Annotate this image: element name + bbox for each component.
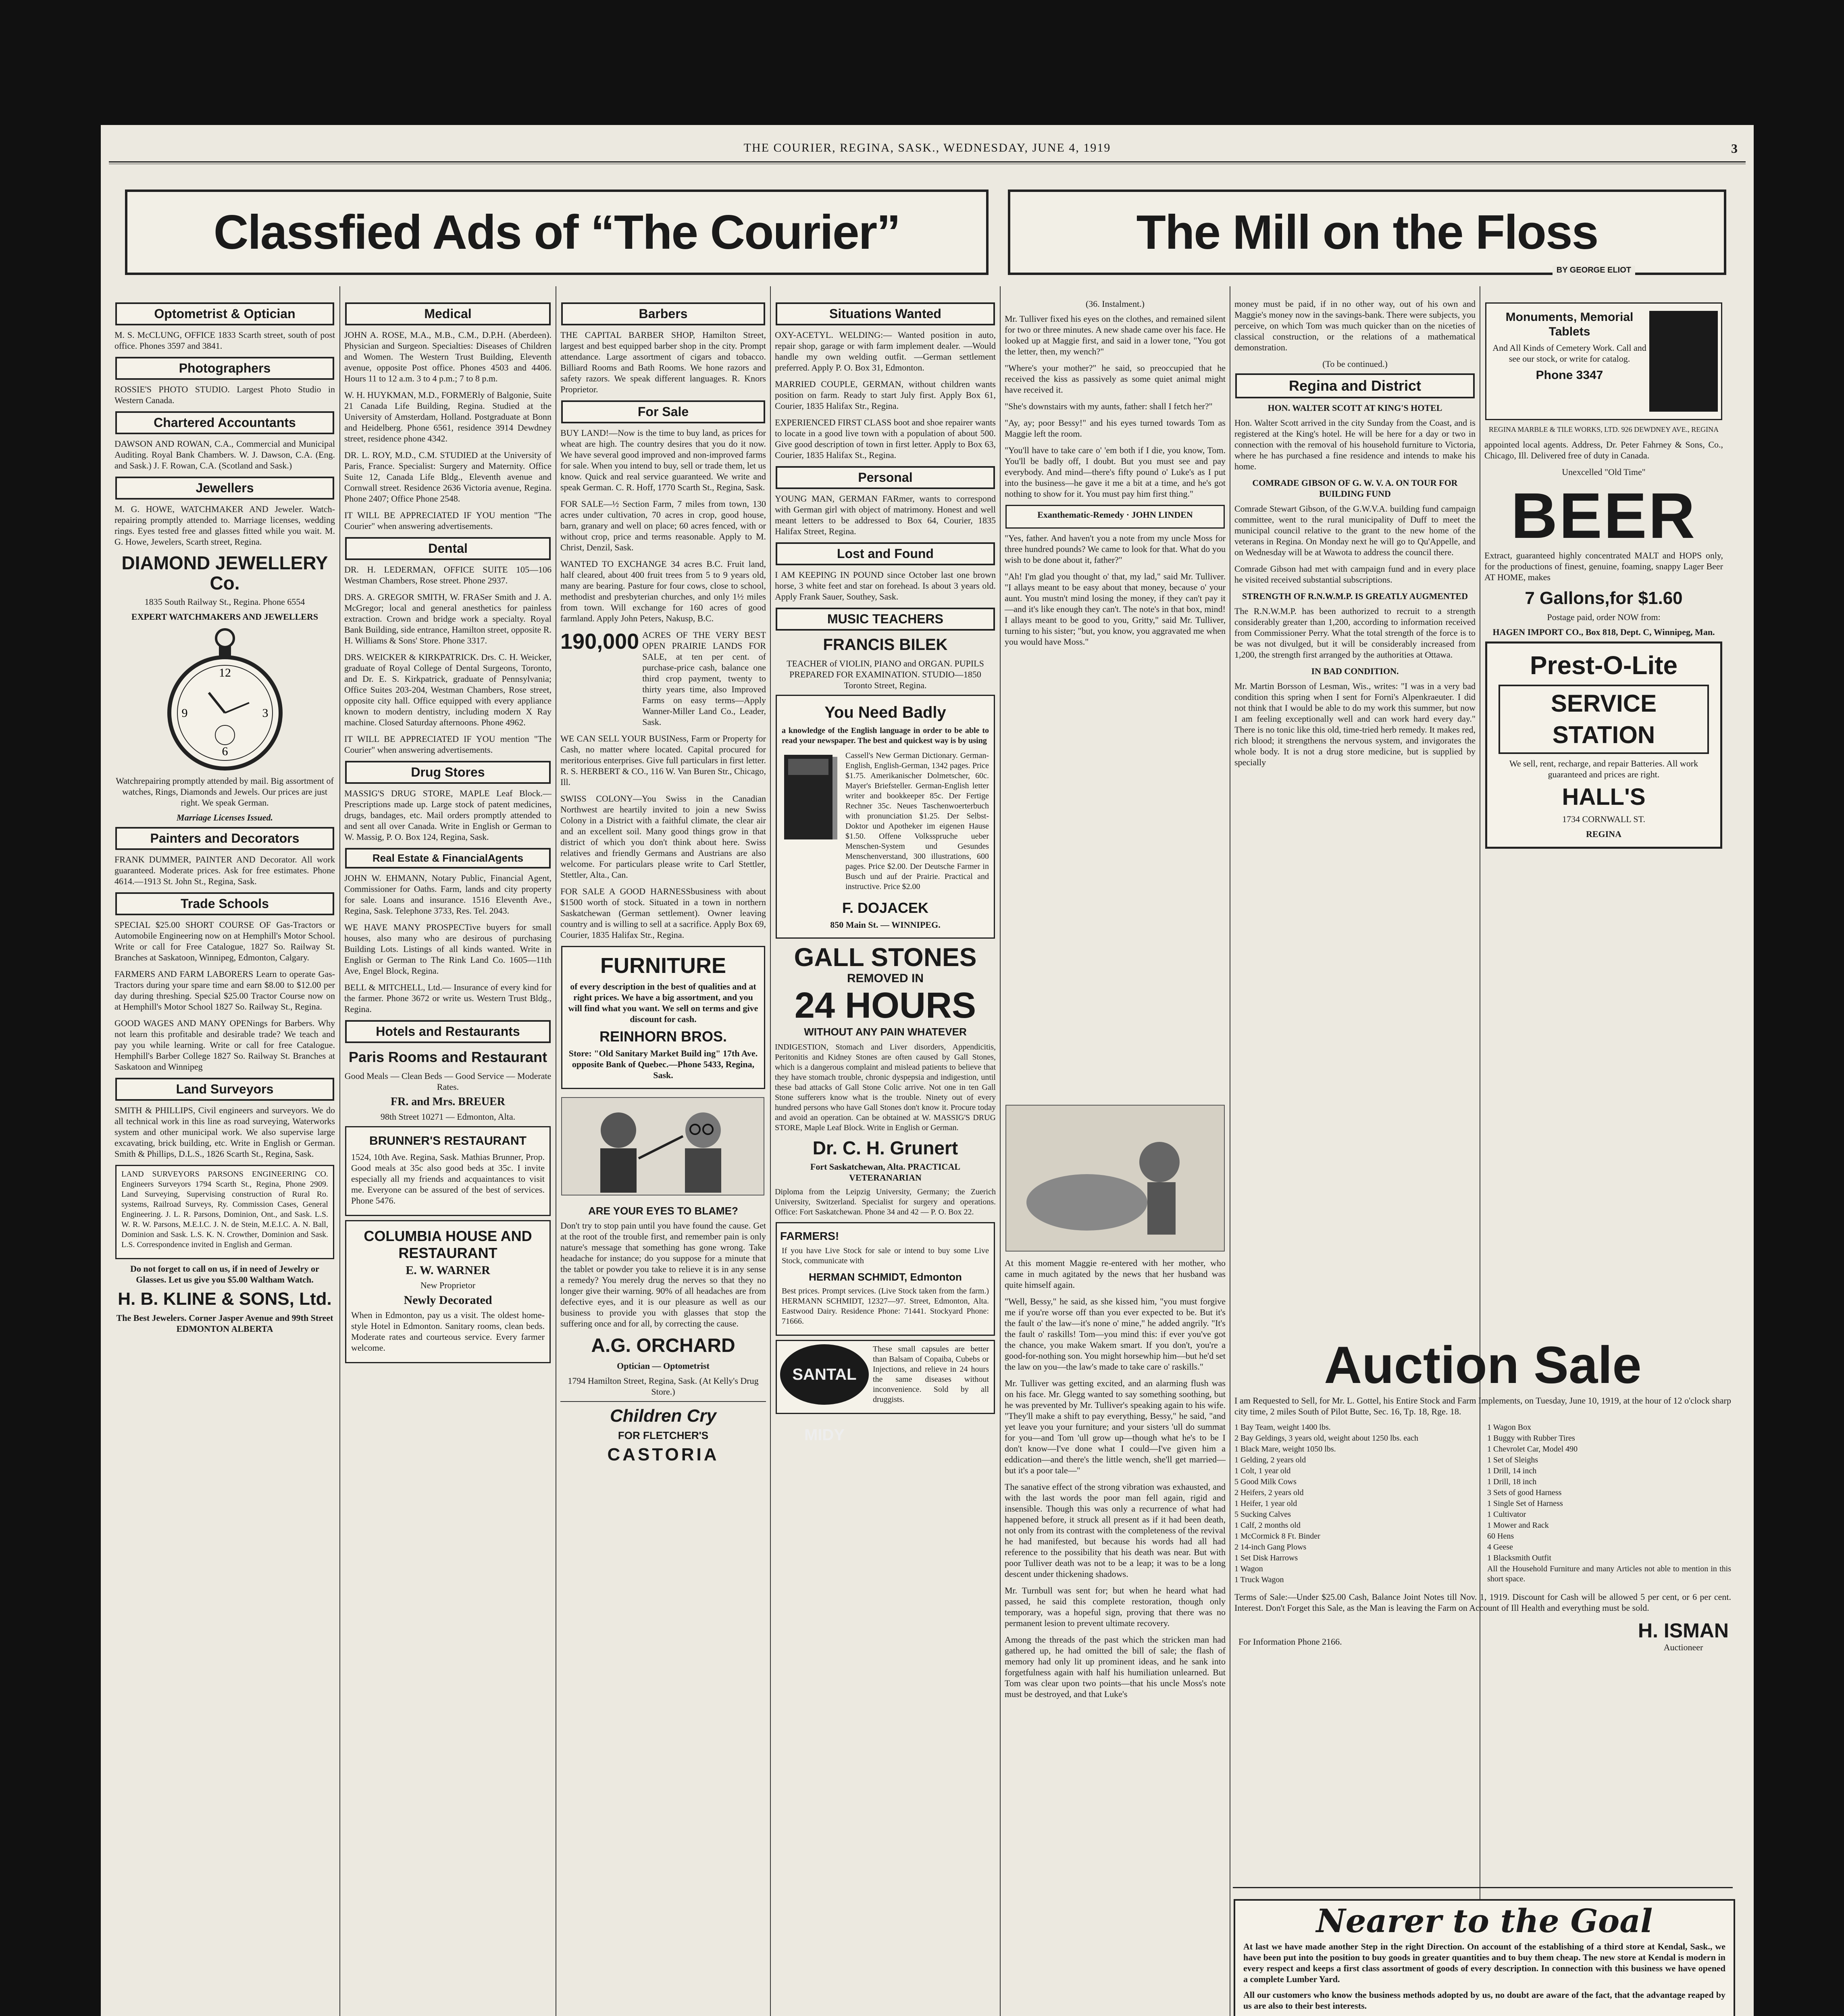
ad-columbia xyxy=(345,1220,551,1363)
mill-banner xyxy=(1008,190,1726,275)
svg-text:6: 6 xyxy=(222,745,228,758)
beer-postage: Postage paid, order NOW from: xyxy=(1547,612,1661,622)
ad-herbert: WE CAN SELL YOUR BUSINess, Farm or Property for Cash, no matter where located. Capital procured for meritorious enterprises. Give full particulars in first letter. R. S. HERBERT & CO., 116 W. Van Buren Str., Chicago, Ill. xyxy=(560,733,766,787)
monuments-copy xyxy=(1490,307,1649,416)
auction-item: 1 Colt, 1 year old xyxy=(1234,1466,1291,1475)
scott-text: Hon. Walter Scott arrived in the city Sunday from the Coast, and is registered at the King's hotel. He will be here for a day or two in connection with the removal of his household furniture to Victoria, where he has purchased a fine residence and intends to make his home. xyxy=(1234,418,1476,471)
beer-price: 7 Gallons,for $1.60 xyxy=(1525,588,1683,608)
running-head: THE COURIER, REGINA, SASK., WEDNESDAY, JUNE 4, 1919 xyxy=(743,141,1111,154)
orchard-address: 1794 Hamilton Street, Regina, Sask. (At Kelly's Drug Store.) xyxy=(568,1376,759,1397)
eyes-title: ARE YOUR EYES TO BLAME? xyxy=(588,1205,738,1217)
story-paragraph: At this moment Maggie re-entered with her mother, who came in much agitated by the news that her husband was quite himself again. xyxy=(1005,1258,1226,1290)
auctioneer-role: Auctioneer xyxy=(1663,1642,1703,1652)
ad-howe: M. G. HOWE, WATCHMAKER AND Jeweler. Watch-repairing promptly attended to. Marriage licenses, wedding rings. Eyes tested free and glasses fitted while you wait. M. G. Howe, Jewelers, Scarth street, Regina. xyxy=(114,504,335,547)
auctioneer-block xyxy=(1638,1619,1729,1653)
hagen-import: HAGEN IMPORT CO., Box 818, Dept. C, Winnipeg, Man. xyxy=(1492,627,1715,637)
auction-item: 1 Cultivator xyxy=(1487,1510,1526,1519)
halls-title: HALL'S xyxy=(1562,784,1646,810)
nearer-text: At last we have made another Step in the right Direction. On account of the establishing of a third store at Kendal, Sask., we have been put into the position to buy goods in greater quantities and to buy them cheap. The new store at Kendal is modern in every respect and keeps a first class assortment of goods of every description. In connection with this business we have opened a complete Lumber Yard. xyxy=(1243,1941,1725,1984)
ad-hemphill-farmers: FARMERS AND FARM LABORERS Learn to operate Gas-Tractors during your spare time and earn $8.00 to $12.00 per day during threshing. Special $25.00 Tractor Course now on at Hemphill's Motor School 1827 So. Railway St., Regina. xyxy=(114,969,335,1012)
column-7 xyxy=(1483,298,1725,1508)
nearer-goal-ad xyxy=(1234,1899,1735,2016)
story-paragraph: "Ah! I'm glad you thought o' that, my lad," said Mr. Tulliver. "I allays meant to be easy about that money, because o' your aunt. You mustn't mind losing the money, if they can't pay it—and it's like enough they can't. The note's in that box, mind! I allays meant to be good to you, Gritty," said Mr. Tulliver, turning to his sister; "but, you know, you aggravated me when you would have Moss." xyxy=(1005,571,1226,647)
bilek-title: FRANCIS BILEK xyxy=(823,636,948,654)
ad-roy: DR. L. ROY, M.D., C.M. STUDIED at the University of Paris, France. Specialist: Surgery and Maternity. Office Suite 12, Canada Life Bldg., Eleventh avenue and Cornwall street. Residence 2636 Victoria avenue, Regina. Phone 2407; Office Phone 2548. xyxy=(344,450,552,504)
auction-item: 5 Good Milk Cows xyxy=(1234,1477,1297,1486)
columbia-text: When in Edmonton, pay us a visit. The oldest home-style Hotel in Edmonton. Sanitary rooms, clean beds. Moderate rates and courteous service. Every farmer welcome. xyxy=(351,1310,545,1353)
header-rule xyxy=(109,161,1746,164)
orchard-title: A.G. ORCHARD xyxy=(591,1335,735,1356)
ad-gregor-smith: DRS. A. GREGOR SMITH, W. FRASer Smith and J. A. McGregor; local and general anesthetics for painless extraction. Crown and bridge work a specialty. Royal Bank Building, side entrance, Hamilton street, opposite R. H. Williams & Sons' Store. Phone 3317. xyxy=(344,592,552,646)
heading-regina-district: Regina and District xyxy=(1235,373,1475,398)
farmers-title: FARMERS! xyxy=(780,1230,839,1242)
ad-dawson-rowan: DAWSON AND ROWAN, C.A., Commercial and Municipal Auditing. Royal Bank Chambers. W. J. Dawson, C.A. (Eng. and Sask.) J. F. Rowan, C.A. (Scotland and Sask.) xyxy=(114,439,335,471)
dictionary-block xyxy=(780,751,991,897)
ad-bell-mitchell: BELL & MITCHELL, Ltd.— Insurance of every kind for the farmer. Phone 3672 or write us. Western Trust Bldg., Regina. xyxy=(344,982,552,1014)
bad-condition-text: Mr. Martin Borsson of Lesman, Wis., writes: "I was in a very bad condition this spring when I sent for Forni's Alpenkraeuter. I did not think that I would be able to do my work this summer, but now I am feeling exceptionally well and can work hard every day." There is no tonic like this old, time-tried herb remedy. It makes red, rich blood; it strengthens the nervous system, and invigorates the whole body. It is not a drug store medicine, but is supplied by specially xyxy=(1234,681,1476,767)
santal-text: These small capsules are better than Balsam of Copaiba, Cubebs or Injections, and relieve in 24 hours the same diseases without inconvenience. Sold by all druggists. xyxy=(873,1345,989,1404)
need-title: You Need Badly xyxy=(824,704,946,721)
auction-item: 1 Single Set of Harness xyxy=(1487,1499,1563,1508)
bilek-text: TEACHER of VIOLIN, PIANO and ORGAN. PUPILS PREPARED FOR EXAMINATION. STUDIO—1850 Toronto Street, Regina. xyxy=(787,658,984,690)
auction-item: 1 Wagon Box xyxy=(1487,1423,1532,1432)
heading-personal: Personal xyxy=(776,466,995,489)
story-paragraph: "You'll have to take care o' 'em both if I die, you know, Tom. You'll be badly off, I doubt. But you must see and pay everybody. And mind—there's fifty pound o' Luke's as I put into the business—he gave it me a bit at a time, and he's got nothing to show for it. You must pay him first thing." xyxy=(1005,445,1226,499)
monuments-phone: Phone 3347 xyxy=(1536,369,1603,382)
story-column-1b xyxy=(1003,1101,1227,1706)
heading-surveyors: Land Surveyors xyxy=(115,1078,334,1101)
rnwmp-text: The R.N.W.M.P. has been authorized to recruit to a strength considerably greater than 1,200, according to information received from Commissioner Perry. What the total strength of the force is to be was not divulged, but it will be considerably increased from 1,200, the strength first arranged by the authorities at Ottawa. xyxy=(1234,606,1476,660)
story-paragraph: "Where's your mother?" he said, so preoccupied that he received the kiss as passively as some quiet animal might have received it. xyxy=(1005,363,1226,395)
need-text: a knowledge of the English language in order to be able to read your newspaper. The best and quickest way is by using xyxy=(782,726,989,745)
ad-hemphill-barber: GOOD WAGES AND MANY OPENings for Barbers. Why not learn this profitable and desirable trade? We teach and pay you while learning. Write or call for free Catalogue. Hemphill's Barber College 1827 So. Railway St. Branches at Saskatoon and Winnipeg xyxy=(114,1018,335,1072)
installment: (36. Instalment.) xyxy=(1085,299,1145,309)
auction-item: 1 Mower and Rack xyxy=(1487,1521,1549,1530)
diamond-jewellery-title: DIAMOND JEWELLERY Co. xyxy=(121,552,328,594)
heading-accountants: Chartered Accountants xyxy=(115,411,334,434)
reinhorn-title: REINHORN BROS. xyxy=(599,1028,727,1045)
grunert-title: Dr. C. H. Grunert xyxy=(812,1137,958,1158)
ad-exanthematic xyxy=(1005,505,1225,529)
ad-pound: I AM KEEPING IN POUND since October last one brown horse, 3 white feet and star on forehead. Is about 3 years old. Apply Frank Sauer, Southey, Sask. xyxy=(775,570,996,602)
auction-item: 1 Set Disk Harrows xyxy=(1234,1554,1298,1562)
beer-title: BEER xyxy=(1511,479,1697,552)
column-2 xyxy=(343,298,553,2016)
auction-item: 4 Geese xyxy=(1487,1543,1513,1552)
nearer-text-2: All our customers who know the business methods adopted by us, no doubt are aware of the fact, that the advantage reaped by us are also to their best interests. xyxy=(1243,1990,1725,2011)
auction-item: 2 Bay Geldings, 3 years old, weight about 1250 lbs. each xyxy=(1234,1434,1419,1443)
prest-text: We sell, rent, recharge, and repair Batteries. All work guaranteed and prices are right. xyxy=(1509,758,1698,779)
optician-illustration xyxy=(561,1097,764,1195)
heading-barbers: Barbers xyxy=(561,302,765,325)
auction-items xyxy=(1233,1422,1733,1586)
mill-byline: BY GEORGE ELIOT xyxy=(1553,266,1635,275)
ad-capital-barber: THE CAPITAL BARBER SHOP, Hamilton Street, largest and best equipped barber shop in the city. Prompt attendance. Large assortment of cigars and tobacco. Billiard Rooms and Bath Rooms. We hone razors and safety razors. We speak different languages. R. Knors Proprietor. xyxy=(560,330,766,394)
svg-text:12: 12 xyxy=(219,666,231,679)
auction-items-left xyxy=(1233,1422,1480,1586)
appreciated-note: IT WILL BE APPRECIATED IF YOU mention "The Courier" when answering advertisements. xyxy=(344,510,552,531)
story-paragraph: Mr. Tulliver was getting excited, and an alarming flush was on his face. Mr. Glegg wanted to say something soothing, but he was prevented by Mr. Tulliver's speaking again to his wife. "They'll make a shift to pay everything, Bessy," he said, "and yet leave you your furniture; and your sisters 'ull do summat for you—and Tom 'ull grow up—though what he's to be I don't know—I've done what I could—I've given him a eddication—and there's the little wench, she'll get married—but it's a poor tale—" xyxy=(1005,1378,1226,1475)
heading-photographers: Photographers xyxy=(115,357,334,380)
columbia-deco: Newly Decorated xyxy=(404,1293,492,1307)
brunner-text: 1524, 10th Ave. Regina, Sask. Mathias Brunner, Prop. Good meals at 35c also good beds at 35c. I invite especially all my friends and acquaintances to visit me. Everyone can be assured of the best of services. Phone 5476. xyxy=(351,1152,545,1206)
pocket-watch-icon xyxy=(164,626,285,771)
war-savings-illustration xyxy=(1005,1105,1225,1252)
orchard-sub: Optician — Optometrist xyxy=(617,1361,710,1371)
ad-brunner xyxy=(345,1126,551,1216)
ad-prest-o-lite xyxy=(1485,641,1722,849)
gall-line-3: 24 HOURS xyxy=(794,985,976,1026)
ad-rossie: ROSSIE'S PHOTO STUDIO. Largest Photo Studio in Western Canada. xyxy=(114,384,335,405)
kline-title: H. B. KLINE & SONS, Ltd. xyxy=(118,1289,332,1309)
auction-item: 1 McCormick 8 Ft. Binder xyxy=(1234,1532,1320,1541)
halls-city: REGINA xyxy=(1586,829,1621,839)
auction-terms: Terms of Sale:—Under $25.00 Cash, Balance Joint Notes till Nov. 1, 1919. Discount for Cash will be allowed 5 per cent, or 6 per cent. Interest. Don't Forget this Sale, as the Man is leaving the Farm on Account of Ill Health and everything must be sold. xyxy=(1234,1592,1731,1613)
paris-address: 98th Street 10271 — Edmonton, Alta. xyxy=(380,1112,516,1122)
column-4 xyxy=(773,298,997,2016)
auction-item: 1 Set of Sleighs xyxy=(1487,1456,1538,1464)
diamond-licenses: Marriage Licenses Issued. xyxy=(177,812,273,823)
ad-mcclung: M. S. McCLUNG, OFFICE 1833 Scarth street, south of post office. Phones 3597 and 3841. xyxy=(114,330,335,351)
gall-line-4: WITHOUT ANY PAIN WHATEVER xyxy=(804,1026,967,1038)
auction-item: All the Household Furniture and many Articles not able to mention in this short space. xyxy=(1487,1564,1731,1583)
story-paragraph: money must be paid, if in no other way, out of his own and Maggie's money now in the savings-bank. There were subjects, you perceive, on which Tom was much quicker than on the niceties of classical construction, or the relations of a mathematical demonstration. xyxy=(1234,299,1476,352)
columbia-title: COLUMBIA HOUSE AND RESTAURANT xyxy=(364,1228,532,1261)
eyes-text: Don't try to stop pain until you have found the cause. Get at the root of the trouble first, and remember pain is only nature's message that something has gone wrong. Take headache for instance; do you suppose for a minute that the tablet or powder you take to relieve it is in any sense a remedy? You merely drug the nerves so that they no longer give their warning. 90% of all headaches are from defective eyes, and it is our pleasure as well as our business to provide you with glasses that stop the suffering once and for all, by correcting the cause. xyxy=(560,1220,766,1329)
castoria-line-2: FOR FLETCHER'S xyxy=(618,1429,709,1441)
service-line-1: SERVICE xyxy=(1551,690,1657,717)
columbia-sub: New Proprietor xyxy=(420,1280,476,1290)
grunert-sub: Fort Saskatchewan, Alta. PRACTICAL VETERANARIAN xyxy=(810,1162,961,1183)
brunner-title: BRUNNER'S RESTAURANT xyxy=(369,1134,527,1148)
ad-weicker: DRS. WEICKER & KIRKPATRICK. Drs. C. H. Weicker, graduate of Royal College of Dental Surgeons, Toronto, and Dr. E. S. Kirkpatrick, graduate of Pennsylvania; Office Suites 203-204, Westman Chambers, Rose street, opposite city hall. Office equipped with every appliance known to modern dentistry, including modern X Ray machine. Closed Saturday afternoons. Phone 4962. xyxy=(344,652,552,727)
parsons-text: LAND SURVEYORS PARSONS ENGINEERING CO. Engineers Surveyors 1794 Scarth St., Regina, Phone 2909. Land Surveying, Supervising construction of Rural Ro. systems, Railroad Surveys, Ry. Commission Cases, General Engineering. J. L. R. Parsons, Dominion, Ont., and Sask. L.S. W. R. W. Parsons, M.E.I.C. J. N. de Stein, M.E.I.C. A. N. Ball, Dominion and Sask. L.S. K. N. Crowther, Dominion and Sask. L.S. Correspondence invited in English and German. xyxy=(121,1170,328,1249)
gibson-text: Comrade Stewart Gibson, of the G.W.V.A. building fund campaign committee, went to the rural municipality of Duff to meet the municipal council relative to the grant to the new home of the veterans in Regina. On Monday next he will go to Qu'Appelle, and on Wednesday will be at Wawota to address the council there. xyxy=(1234,504,1476,557)
service-station-box xyxy=(1499,685,1709,754)
ad-harness: FOR SALE A GOOD HARNESSbusiness with about $1500 worth of stock. Situated in a town in northern Saskatchewan (German settlement). Owner leaving country and is willing to sell at a sacrifice. Apply Box 69, Courier, 1835 Halifax Str., Regina. xyxy=(560,886,766,940)
auction-title: Auction Sale xyxy=(1324,1335,1642,1394)
auction-phone: For Information Phone 2166. xyxy=(1238,1637,1342,1647)
schmidt-title: HERMAN SCHMIDT, Edmonton xyxy=(809,1271,962,1283)
auction-intro: I am Requested to Sell, for Mr. L. Gottel, his Entire Stock and Farm Implements, on Tuesday, June 10, 1919, at the hour of 12 o'clock sharp city time, 2 miles South of Pilot Butte, Sec. 16, Tp. 18, Rge. 18. xyxy=(1234,1395,1731,1416)
story-paragraph: "Ay, ay; poor Bessy!" and his eyes turned towards Tom as Maggie left the room. xyxy=(1005,418,1226,439)
ad-monuments xyxy=(1485,302,1722,420)
to-be-continued: (To be continued.) xyxy=(1322,359,1388,369)
diamond-text: Watchrepairing promptly attended by mail. Big assortment of watches, Rings, Diamonds and Jewels. Our prices are just right. We speak German. xyxy=(116,776,334,808)
gall-line-2: REMOVED IN xyxy=(847,972,924,985)
heading-music-teachers: MUSIC TEACHERS xyxy=(776,608,995,631)
auction-items-right xyxy=(1486,1422,1733,1586)
column-1 xyxy=(113,298,337,2016)
auctioneer-name: H. ISMAN xyxy=(1638,1619,1729,1642)
ad-hemphill-tractor: SPECIAL $25.00 SHORT COURSE OF Gas-Tractors or Automobile Engineering now on at Hemphill's Motor School. Write or call for Free Catalogue, 1827 So. Railway St. Branches at Saskatoon, Winnipeg, Edmonton, Calgary. xyxy=(114,920,335,962)
gall-text: INDIGESTION, Stomach and Liver disorders, Appendicitis, Peritonitis and Kidney Stones are often caused by Gall Stones, which is a dangerous complaint and mislead patients to believe that they have stomach trouble, chronic dyspepsia and indigestion, until these bad attacks of Gall Stone Colic arrive. Not one in ten Gall Stone sufferers know what is the trouble. Ninety out of every hundred persons who have Gall Stones don't know it. Procure today and avoid an operation. Can be obtained at W. MASSIG'S DRUG STORE, Maple Leaf Block. Write in English or German. xyxy=(775,1043,996,1132)
auction-sale-ad xyxy=(1233,1335,1733,1888)
ad-rink-land: WE HAVE MANY PROSPECTive buyers for small houses, also many who are desirous of purchasing Building Lots. Listings of all kinds wanted. Write in English or German to The Rink Land Co. 1605—11th Ave, Engel Block, Regina. xyxy=(344,922,552,976)
ad-young-man: YOUNG MAN, GERMAN FARmer, wants to correspond with German girl with object of matrimony. Honest and well meant letters to be addressed to Box 64, Courier, 1835 Halifax Street, Regina. xyxy=(775,494,996,536)
reinhorn-text: Store: "Old Sanitary Market Build ing" 17th Ave. opposite Bank of Quebec.—Phone 5433, Regina, Sask. xyxy=(568,1048,758,1080)
story-paragraph: The sanative effect of the strong vibration was exhausted, and with the last words the poor man fell again, rigid and insensible. Though this was only a recurrence of what had happened before, it struck all present as if it had been death, not only from its contrast with the completeness of the revival he had manifested, but because his words had all had reference to the possibility that his death was near. But with poor Tulliver death was not to be a leap; it was to be a long descent under thickening shadows. xyxy=(1005,1482,1226,1579)
prest-title: Prest-O-Lite xyxy=(1530,651,1678,680)
auction-item: 1 Chevrolet Car, Model 490 xyxy=(1487,1445,1578,1454)
tombstone-icon xyxy=(1649,311,1718,412)
heading-hotels: Hotels and Restaurants xyxy=(345,1020,551,1043)
story-paragraph: Mr. Tulliver fixed his eyes on the clothes, and remained silent for two or three minutes. A new shade came over his face. He looked up at Maggie first, and said in a lower tone, "You got the letter, then, my wench?" xyxy=(1005,314,1226,356)
auction-item: 3 Sets of good Harness xyxy=(1487,1488,1562,1497)
auction-footer xyxy=(1237,1619,1729,1653)
column-rule xyxy=(770,286,771,2016)
kline-note: Do not forget to call on us, if in need of Jewelry or Glasses. Let us give you $5.00 Waltham Watch. xyxy=(130,1264,319,1285)
monuments-title: Monuments, Memorial Tablets xyxy=(1505,310,1634,338)
heading-real-estate: Real Estate & FinancialAgents xyxy=(345,848,551,868)
story-paragraph: Mr. Turnbull was sent for; but when he heard what had passed, he said this complete restoration, though only temporary, was a hopeful sign, proving that there was no permanent lesion to prevent ultimate recovery. xyxy=(1005,1585,1226,1628)
mill-title: The Mill on the Floss xyxy=(1136,205,1598,259)
auction-item: 2 Heifers, 2 years old xyxy=(1234,1488,1304,1497)
heading-for-sale: For Sale xyxy=(561,400,765,423)
story-paragraph: "Well, Bessy," he said, as she kissed him, "you must forgive me if you're worse off than you ever expected to be. But it's the fault o' the law—it's none o' mine," he added angrily. "It's the fault o' raskills! Tom—you mind this: if ever you've got the chance, you make Wakem smart. If you don't, you're a good-for-nothing son. You might horsewhip him—but he'd set the law on you—the law's made to take care o' raskills." xyxy=(1005,1296,1226,1372)
auction-item: 1 Calf, 2 months old xyxy=(1234,1521,1301,1530)
column-6 xyxy=(1233,298,1477,1488)
dojacek-title: F. DOJACEK xyxy=(842,900,929,916)
svg-text:3: 3 xyxy=(262,706,268,720)
unexcelled: Unexcelled "Old Time" xyxy=(1562,467,1646,477)
grunert-text: Diploma from the Leipzig University, Germany; the Zuerich University, Switzerland. Specialist for surgery and operations. Office: Fort Saskatchewan. Phone 34 and 42 — P. O. Box 22. xyxy=(775,1187,996,1216)
story-paragraph: "She's downstairs with my aunts, father: shall I fetch her?" xyxy=(1005,401,1213,411)
auction-item: 1 Black Mare, weight 1050 lbs. xyxy=(1234,1445,1336,1454)
paris-owner: FR. and Mrs. BREUER xyxy=(391,1095,505,1108)
castoria-line-3: CASTORIA xyxy=(607,1445,719,1464)
dojacek-address: 850 Main St. — WINNIPEG. xyxy=(830,920,941,930)
gibson-text-2: Comrade Gibson had met with campaign fund and in every place he visited received substantial subscriptions. xyxy=(1234,564,1476,585)
monuments-firm: REGINA MARBLE & TILE WORKS, LTD. 926 DEWDNEY AVE., REGINA xyxy=(1488,425,1719,433)
castoria-line-1: Children Cry xyxy=(610,1406,717,1426)
newspaper-page xyxy=(101,125,1754,2016)
ad-married-couple: MARRIED COUPLE, GERMAN, without children wants position on farm. Ready to start July first. Apply Box 61, Courier, 1835 Halifax Str., Regina. xyxy=(775,379,996,411)
furniture-title: FURNITURE xyxy=(600,954,726,978)
auction-item: 1 Heifer, 1 year old xyxy=(1234,1499,1297,1508)
kline-sub: The Best Jewelers. Corner Jasper Avenue and 99th Street EDMONTON ALBERTA xyxy=(116,1313,333,1334)
heading-trade-schools: Trade Schools xyxy=(115,892,334,915)
appreciated-note-2: IT WILL BE APPRECIATED IF YOU mention "The Courier" when answering advertisements. xyxy=(344,734,552,755)
story-column-1 xyxy=(1003,298,1227,1097)
ad-ehmann: JOHN W. EHMANN, Notary Public, Financial Agent, Commissioner for Oaths. Farm, lands and city property for sale. Loans and insurance. 1516 Eleventh Ave., Regina, Sask. Telephone 3733, Res. Tel. 2043. xyxy=(344,873,552,916)
monuments-text: And All Kinds of Cemetery Work. Call and see our stock, or write for catalog. xyxy=(1492,343,1646,364)
ad-smith-phillips: SMITH & PHILLIPS, Civil engineers and surveyors. We do all technical work in this line as road surveying, Waterworks system and other municipal work. We also supervise large excavating, brick building, etc. Write in English or German. Smith & Phillips, D.L.S., 1826 Scarth St., Regina, Sask. xyxy=(114,1105,335,1159)
ad-exchange: WANTED TO EXCHANGE 34 acres B.C. Fruit land, half cleared, about 400 fruit trees from 5 to 9 years old, many are bearing. Pasture for four cows, close to school, methodist and presbyterian churches, and only 1½ miles from town. Will exchange for 160 acres of good farmland. Apply John Peters, Nakusp, B.C. xyxy=(560,559,766,623)
diamond-sub: EXPERT WATCHMAKERS AND JEWELLERS xyxy=(131,612,318,622)
ad-swiss-colony: SWISS COLONY—You Swiss in the Canadian Northwest are heartily invited to join a new Swiss Colony in a District with a faithful climate, the clear air and an excellent soil. Many good things grow in that district of which you don't think about here. Swiss relatives and friendly Germans and Austrians are also welcome. For particulars please write to Carl Stettler, Stettler, Alta., Can. xyxy=(560,793,766,880)
heading-drug-stores: Drug Stores xyxy=(345,761,551,784)
heading-painters: Painters and Decorators xyxy=(115,827,334,850)
auction-item: 5 Sucking Calves xyxy=(1234,1510,1291,1519)
svg-text:9: 9 xyxy=(181,706,187,720)
diamond-address: 1835 South Railway St., Regina. Phone 6554 xyxy=(144,597,305,607)
auction-item: 1 Truck Wagon xyxy=(1234,1575,1284,1584)
heading-medical: Medical xyxy=(345,302,551,325)
ad-rose: JOHN A. ROSE, M.A., M.B., C.M., D.P.H. (Aberdeen). Physician and Surgeon. Specialties: Diseases of Children and Women. The Western Trust Building, Eleventh avenue, opposite Post office. Phones 4503 and 4406. Hours 11 to 12 a.m. 3 to 4 p.m.; 7 to 8 p.m. xyxy=(344,330,552,383)
bad-condition-headline: IN BAD CONDITION. xyxy=(1311,666,1399,676)
auction-item: 1 Drill, 18 inch xyxy=(1487,1477,1537,1486)
auction-item: 1 Blacksmith Outfit xyxy=(1487,1554,1551,1562)
nearer-title: Nearer to the Goal xyxy=(1316,1902,1653,1940)
beer-text: Extract, guaranteed highly concentrated MALT and HOPS only, for the productions of finest, genuine, foaming, snappy Lager Beer AT HOME, makes xyxy=(1484,550,1723,582)
ad-shoe-repairer: EXPERIENCED FIRST CLASS boot and shoe repairer wants to locate in a good live town with a population of about 500. Give good description of town in first letter. Apply to Box 63, Courier, 1835 Halifax St., Regina. xyxy=(775,417,996,460)
halls-address: 1734 CORNWALL ST. xyxy=(1562,814,1645,824)
ad-label: Exanthematic-Remedy · JOHN LINDEN xyxy=(1037,510,1193,520)
gibson-headline: COMRADE GIBSON OF G. W. V. A. ON TOUR FOR BUILDING FUND xyxy=(1252,478,1458,499)
ad-massig: MASSIG'S DRUG STORE, MAPLE Leaf Block.—Prescriptions made up. Large stock of patent medicines, drugs, bandages, etc. Mail orders promptly attended to and sent all over Canada. Write in English or German to W. Massig, P. O. Box 124, Regina, Sask. xyxy=(344,788,552,842)
service-line-2: STATION xyxy=(1552,721,1655,748)
auction-item: 1 Buggy with Rubber Tires xyxy=(1487,1434,1575,1443)
ad-santal xyxy=(776,1340,995,1444)
column-rule xyxy=(339,286,340,2016)
agents-text: appointed local agents. Address, Dr. Peter Fahrney & Sons, Co., Chicago, Ill. Delivered free of duty in Canada. xyxy=(1484,439,1723,460)
paris-rooms-title: Paris Rooms and Restaurant xyxy=(348,1049,547,1065)
heading-dental: Dental xyxy=(345,537,551,560)
divider xyxy=(560,1401,766,1402)
auction-item: 1 Drill, 14 inch xyxy=(1487,1466,1537,1475)
auction-item: 1 Wagon xyxy=(1234,1564,1263,1573)
book-icon xyxy=(780,751,841,843)
schmidt-text: Best prices. Prompt services. (Live Stock taken from the farm.) HERMANN SCHMIDT, 12327—97. Street, Edmonton, Alta. Eastwood Dairy. Residence Phone: 71441. Stockyard Phone: 71666. xyxy=(782,1287,989,1326)
heading-optometrist: Optometrist & Optician xyxy=(115,302,334,325)
furniture-text: of every description in the best of qualities and at right prices. We have a big assortment, and you will find what you want. We sell on terms and give discount for cash. xyxy=(568,981,758,1024)
ad-lederman: DR. H. LEDERMAN, OFFICE SUITE 105—106 Westman Chambers, Rose street. Phone 2937. xyxy=(344,564,552,585)
ad-dummer: FRANK DUMMER, PAINTER AND Decorator. All work guaranteed. Moderate prices. Ask for free estimates. Phone 4614.—1913 St. John St., Regina, Sask. xyxy=(114,854,335,886)
auction-item: 1 Gelding, 2 years old xyxy=(1234,1456,1306,1464)
column-rule xyxy=(1000,286,1001,2016)
ad-190000-acres xyxy=(560,629,766,727)
rnwmp-headline: STRENGTH OF R.N.W.M.P. IS GREATLY AUGMENTED xyxy=(1242,591,1468,601)
ad-furniture xyxy=(561,946,765,1089)
auction-item: 60 Hens xyxy=(1487,1532,1514,1541)
classified-title: Classfied Ads of “The Courier” xyxy=(213,205,900,259)
acres-text: ACRES OF THE VERY BEST OPEN PRAIRIE LANDS FOR SALE, at ten per cent. of purchase-price cash, balance one third crop payment, twenty to thirty years time, also Improved Farms on easy terms—Apply Wanner-Miller Land Co., Leader, Sask. xyxy=(642,630,766,727)
auction-item: 2 14-inch Gang Plows xyxy=(1234,1543,1307,1552)
ad-buy-land: BUY LAND!—Now is the time to buy land, as prices for wheat are high. The country desires that you do it now. We have several good improved and non-improved farms for sale. When you intend to buy, sell or trade them, let us know. Quick and real service guaranteed. We write and speak German. C. R. Hoff, 1770 Scarth St., Regina, Sask. xyxy=(560,428,766,492)
gall-line-1: GALL STONES xyxy=(794,943,977,972)
story-paragraph: Among the threads of the past which the stricken man had gathered up, he had omitted the bill of sale; the flash of memory had only lit up prominent ideas, and he sank into forgetfulness again with half his humiliation unlearned. But Tom was clear upon two points—that his uncle Moss's note must be destroyed, and that Luke's xyxy=(1005,1635,1226,1699)
acres-number: 190,000 xyxy=(560,629,639,654)
heading-jewellers: Jewellers xyxy=(115,477,334,500)
page-number: 3 xyxy=(1731,141,1738,156)
farmers-text: If you have Live Stock for sale or intend to buy some Live Stock, communicate with xyxy=(782,1246,989,1265)
classified-banner xyxy=(125,190,989,275)
auction-item: 1 Bay Team, weight 1400 lbs. xyxy=(1234,1423,1331,1432)
heading-lost-found: Lost and Found xyxy=(776,542,995,565)
heading-situations: Situations Wanted xyxy=(776,302,995,325)
paris-text: Good Meals — Clean Beds — Good Service — Moderate Rates. xyxy=(344,1071,552,1092)
ad-section-farm: FOR SALE—½ Section Farm, 7 miles from town, 130 acres under cultivation, 70 acres in crop, good house, barn, granary and well on place; 60 acres fenced, with or without crop, price and terms reasonable. Apply to M. Christ, Denzil, Sask. xyxy=(560,499,766,552)
ad-huykman: W. H. HUYKMAN, M.D., FORMERly of Balgonie, Suite 21 Canada Life Building, Regina. Studied at the University of Amsterdam, Holland. Postgraduate at Bonn and Heidelberg. Phone 6561, residence 3914 Dewdney street, residence phone 4342. xyxy=(344,390,552,444)
columbia-owner: E. W. WARNER xyxy=(406,1264,490,1277)
ad-dojacek xyxy=(776,695,995,939)
dictionary-text: Cassell's New German Dictionary. German-English, English-German, 1342 pages. Price $1.75. Amerikanischer Dolmetscher, 60c. Mayer's Briefsteller. German-English letter writer and bookkeeper 85c. Der Fertige Rechner 35c. Neues Taschenwoerterbuch with pronunciation $1.25. Der Selbst-Doktor und Apotheker im eigenen Hause $1.50. Offene Volksspruche ueber Menschen-System und Gesundes Menschenverstand, 300 illustrations, 600 pages. Price $2.00. Der Deutsche Farmer in Busch und auf der Prairie. Practical and instructive. Price $2.00 xyxy=(845,751,989,891)
ad-welding: OXY-ACETYL. WELDING:— Wanted position in auto, repair shop, garage or with farm implement dealer. —Would handle my own welding outfit. —German settlement preferred. Apply P. O. Box 31, Edmonton. xyxy=(775,330,996,373)
column-3 xyxy=(559,298,768,2016)
santal-capsule: SANTAL MIDY xyxy=(780,1344,869,1405)
story-paragraph: "Yes, father. And haven't you a note from my uncle Moss for three hundred pounds? We came to look for that. What do you wish to be done about it, father?" xyxy=(1005,533,1226,565)
ad-parsons xyxy=(115,1165,334,1259)
scott-headline: HON. WALTER SCOTT AT KING'S HOTEL xyxy=(1267,403,1442,413)
ad-schmidt xyxy=(776,1222,995,1336)
